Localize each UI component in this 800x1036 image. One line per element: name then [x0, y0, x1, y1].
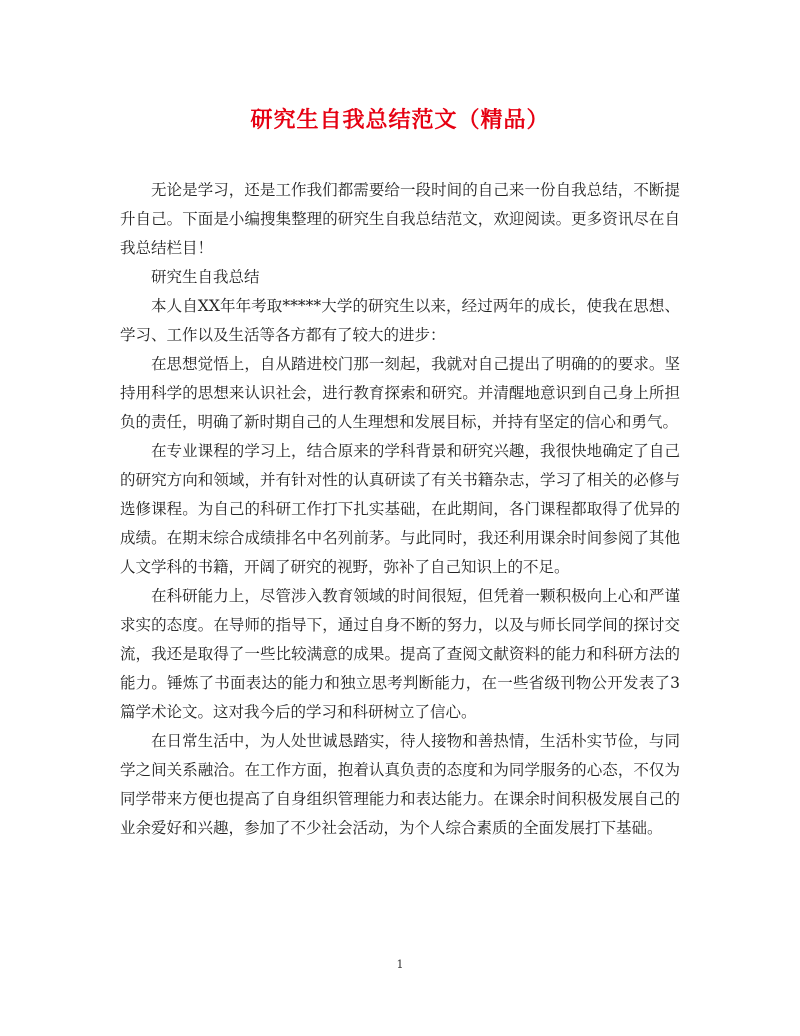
intro-paragraph: 无论是学习，还是工作我们都需要给一段时间的自己来一份自我总结，不断提升自己。下面是小编搜集整理的研究生自我总结范文，欢迎阅读。更多资讯尽在自我总结栏目！ — [120, 181, 680, 257]
body-paragraph: 在思想觉悟上，自从踏进校门那一刻起，我就对自己提出了明确的的要求。坚持用科学的思想来认识社会，进行教育探索和研究。并清醒地意识到自己身上所担负的责任，明确了新时期自己的人生理想和发展目标，并持有坚定的信心和勇气。 — [120, 355, 680, 431]
body-paragraph: 本人自XX年年考取*****大学的研究生以来，经过两年的成长，使我在思想、学习、工作以及生活等各方都有了较大的进步： — [120, 297, 680, 344]
body-paragraph: 在科研能力上，尽管涉入教育领域的时间很短，但凭着一颗积极向上心和严谨求实的态度。在导师的指导下，通过自身不断的努力，以及与师长同学间的探讨交流，我还是取得了一些比较满意的成果。提高了查阅文献资料的能力和科研方法的能力。锤炼了书面表达的能力和独立思考判断能力，在一些省级刊物公开发表了3篇学术论文。这对我今后的学习和科研树立了信心。 — [120, 587, 680, 721]
body-paragraph: 在日常生活中，为人处世诚恳踏实，待人接物和善热情，生活朴实节俭，与同学之间关系融洽。在工作方面，抱着认真负责的态度和为同学服务的心态，不仅为同学带来方便也提高了自身组织管理能力和表达能力。在课余时间积极发展自己的业余爱好和兴趣，参加了不少社会活动，为个人综合素质的全面发展打下基础。 — [120, 732, 680, 837]
page-number: 1 — [396, 958, 404, 971]
document-body — [120, 176, 680, 843]
section-heading: 研究生自我总结 — [151, 268, 260, 286]
body-paragraph: 在专业课程的学习上，结合原来的学科背景和研究兴趣，我很快地确定了自己的研究方向和领域，并有针对性的认真研读了有关书籍杂志，学习了相关的必修与选修课程。为自己的科研工作打下扎实基础，在此期间，各门课程都取得了优异的成绩。在期末综合成绩排名中名列前茅。与此同时，我还利用课余时间参阅了其他人文学科的书籍，开阔了研究的视野，弥补了自己知识上的不足。 — [120, 442, 680, 576]
document-title: 研究生自我总结范文（精品） — [250, 107, 550, 133]
